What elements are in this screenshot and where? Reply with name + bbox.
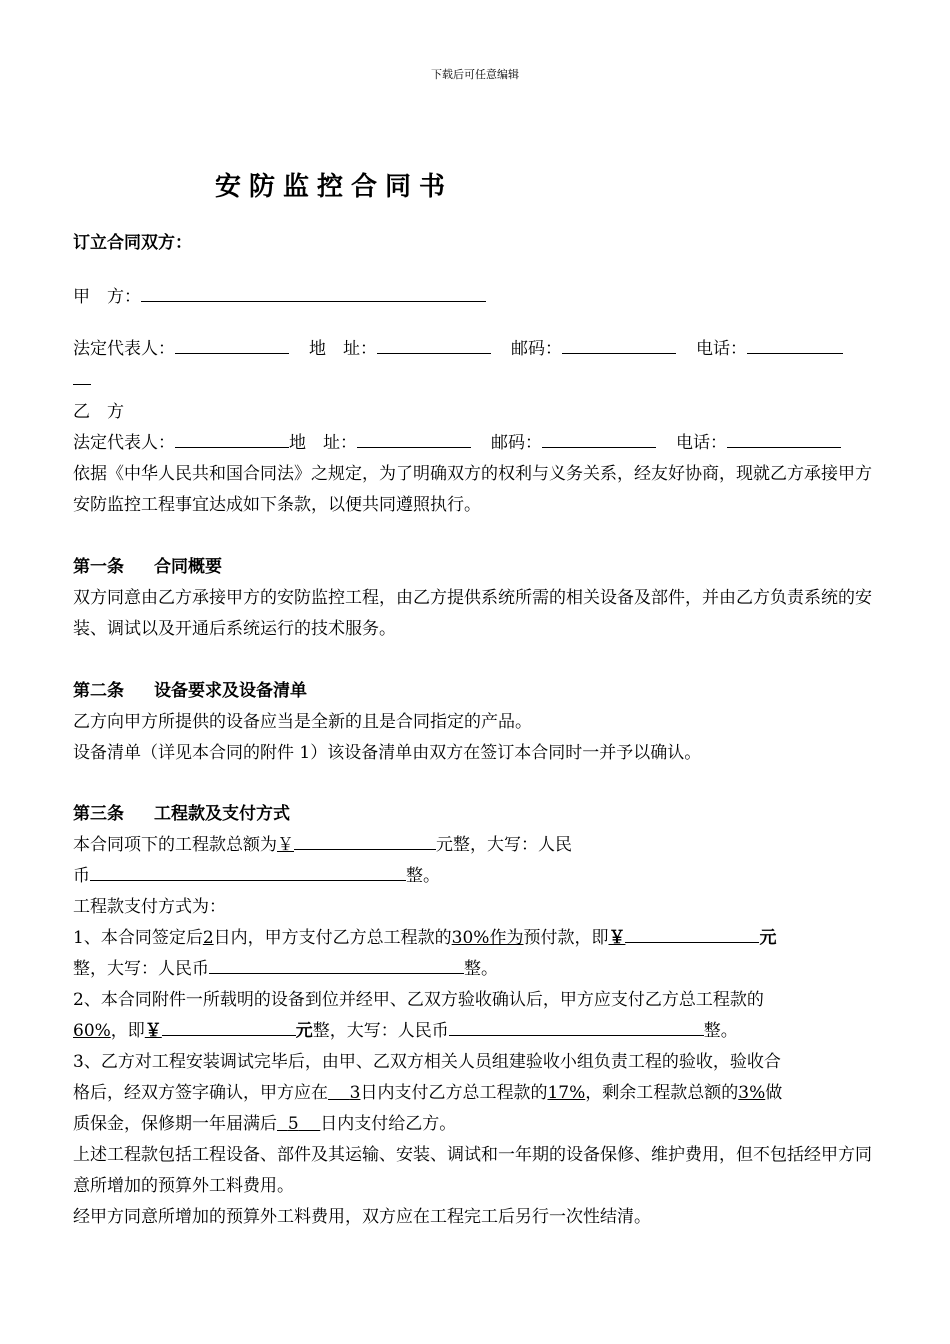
item-1-yuan: 元 <box>759 928 777 948</box>
total-amount-blank[interactable] <box>294 831 436 850</box>
party-b-addr-blank[interactable] <box>357 429 471 448</box>
item-1-text-a: 1、本合同签定后 <box>73 928 203 948</box>
item-3-days-2: 5 <box>287 1114 299 1134</box>
item-1-amount-blank[interactable] <box>625 924 759 943</box>
item-3-percent-2: 3% <box>738 1083 766 1103</box>
item-2-text-b: ，即 <box>110 1021 145 1041</box>
item-3-text-c: 日内支付乙方总工程款的 <box>360 1083 548 1103</box>
party-b-zip-label: 邮码： <box>491 433 542 453</box>
party-a-label: 甲 方： <box>73 287 141 307</box>
party-b-block <box>73 397 878 521</box>
party-a-zip-blank[interactable] <box>562 335 676 354</box>
section-3-number: 第三条 <box>73 804 124 824</box>
section-3-title: 工程款及支付方式 <box>154 804 290 824</box>
section-2-para-1: 乙方向甲方所提供的设备应当是全新的且是合同指定的产品。 <box>73 712 532 732</box>
section-1 <box>73 552 878 645</box>
total-amount-words-blank[interactable] <box>90 862 406 881</box>
section-1-title: 合同概要 <box>154 557 222 577</box>
party-a-phone-blank[interactable] <box>747 335 843 354</box>
total-amount-words-prefix: 币 <box>73 866 90 886</box>
party-a-row <box>73 282 878 313</box>
item-2-yen: ￥ <box>144 1021 162 1041</box>
party-a-addr-blank[interactable] <box>377 335 491 354</box>
item-3-text-g: 日内支付给乙方。 <box>320 1114 457 1134</box>
parties-block <box>73 228 878 259</box>
section-2-number: 第二条 <box>73 681 124 701</box>
item-1-yen: ￥ <box>608 928 626 948</box>
party-b-rep-label: 法定代表人： <box>73 433 175 453</box>
party-b-addr-label: 地 址： <box>289 433 357 453</box>
total-amount-yen: ￥ <box>277 835 294 855</box>
item-2-amount-blank[interactable] <box>162 1017 296 1036</box>
document-title: 安防监控合同书 <box>215 172 454 202</box>
party-b-phone-label: 电话： <box>676 433 727 453</box>
item-2-text-a: 2、本合同附件一所载明的设备到位并经甲、乙双方验收确认后，甲方应支付乙方总工程款的 <box>73 990 764 1010</box>
item-1-percent: 30%作为 <box>451 928 524 948</box>
section-2-title: 设备要求及设备清单 <box>154 681 307 701</box>
item-1-text-c: 预付款，即 <box>523 928 609 948</box>
section-3-note-1: 上述工程款包括工程设备、部件及其运输、安装、调试和一年期的设备保修、维护费用，但不包括经甲方同意所增加的预算外工料费用。 <box>73 1145 872 1196</box>
item-3-percent: 17% <box>547 1083 586 1103</box>
header-note: 下载后可任意编辑 <box>431 68 519 81</box>
section-2-para-2: 设备清单（详见本合同的附件 1）该设备清单由双方在签订本合同时一并予以确认。 <box>73 743 702 763</box>
item-3-text-d: ，剩余工程款总额的 <box>585 1083 739 1103</box>
item-3-text-f: 质保金，保修期一年届满后 <box>73 1114 277 1134</box>
item-3-days: 3 <box>349 1083 361 1103</box>
party-a-blank[interactable] <box>141 283 486 302</box>
total-amount-words-suffix: 整。 <box>406 866 440 886</box>
item-3-text-e: 做 <box>765 1083 783 1103</box>
section-3-note-2: 经甲方同意所增加的预算外工料费用，双方应在工程完工后另行一次性结清。 <box>73 1207 651 1227</box>
section-1-body: 双方同意由乙方承接甲方的安防监控工程，由乙方提供系统所需的相关设备及部件，并由乙方负责系统的安装、调试以及开通后系统运行的技术服务。 <box>73 588 872 639</box>
party-a-phone-label: 电话： <box>696 339 747 359</box>
party-b-label: 乙 方 <box>73 402 124 422</box>
party-b-rep-blank[interactable] <box>175 429 289 448</box>
item-2-words-suffix: 整。 <box>703 1021 738 1041</box>
party-a-addr-label: 地 址： <box>309 339 377 359</box>
item-2-percent: 60% <box>73 1021 111 1041</box>
item-3-text-a: 3、乙方对工程安装调试完毕后，由甲、乙双方相关人员组建验收小组负责工程的验收，验收合 <box>73 1052 781 1072</box>
party-a-zip-label: 邮码： <box>511 339 562 359</box>
item-3-text-b: 格后，经双方签字确认，甲方应在 <box>73 1083 328 1103</box>
item-1-words-blank[interactable] <box>209 955 464 974</box>
parties-heading: 订立合同双方： <box>73 233 192 253</box>
party-b-zip-blank[interactable] <box>542 429 656 448</box>
item-2-yuan: 元 <box>295 1021 313 1041</box>
party-a-rep-label: 法定代表人： <box>73 339 175 359</box>
item-1-days: 2 <box>202 928 214 948</box>
item-1-words-suffix: 整。 <box>464 959 498 979</box>
item-2-words-label: 整，大写：人民币 <box>312 1021 449 1041</box>
item-1-words-label: 整，大写：人民币 <box>73 959 209 979</box>
party-a-details-row <box>73 334 878 396</box>
total-amount-words-label: 元整，大写：人民 <box>436 835 572 855</box>
section-2 <box>73 676 878 769</box>
total-amount-label: 本合同项下的工程款总额为 <box>73 835 277 855</box>
section-3 <box>73 799 878 1233</box>
item-1-text-b: 日内，甲方支付乙方总工程款的 <box>213 928 452 948</box>
party-b-phone-blank[interactable] <box>727 429 841 448</box>
section-1-number: 第一条 <box>73 557 124 577</box>
party-a-rep-blank[interactable] <box>175 335 289 354</box>
intro-paragraph: 依据《中华人民共和国合同法》之规定，为了明确双方的权利与义务关系，经友好协商，现就乙方承接甲方安防监控工程事宜达成如下条款，以便共同遵照执行。 <box>73 464 872 515</box>
payment-method-label: 工程款支付方式为： <box>73 897 226 917</box>
item-2-words-blank[interactable] <box>449 1017 704 1036</box>
party-a-phone-blank-cont[interactable] <box>73 366 91 385</box>
